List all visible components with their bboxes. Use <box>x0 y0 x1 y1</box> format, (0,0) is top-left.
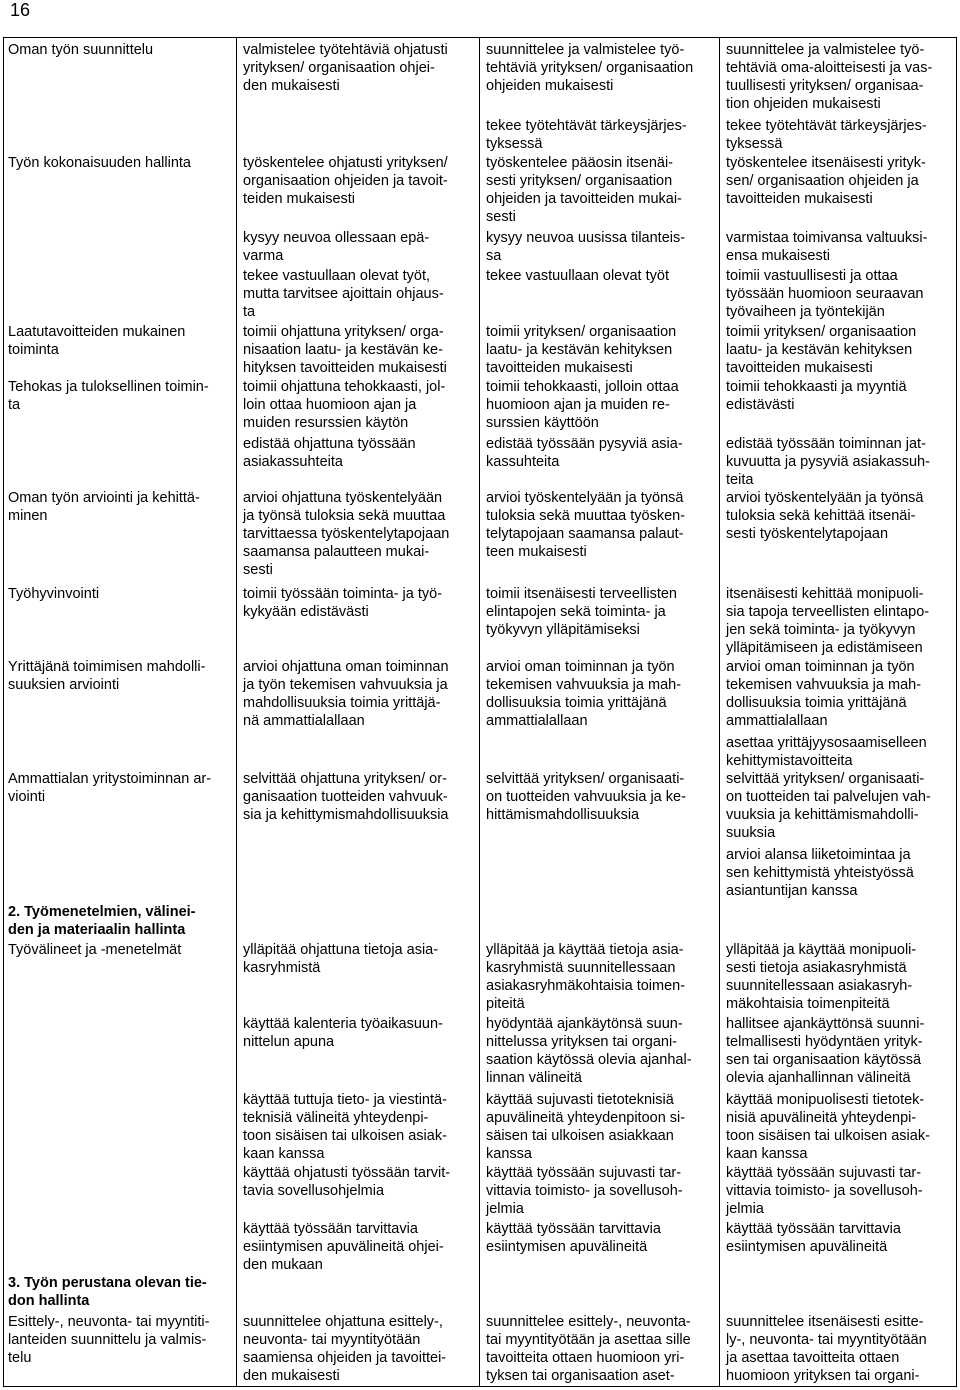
criteria-text: työskentelee itsenäisesti yrityk- sen/ organisaation ohjeiden ja tavoitteiden mukaisesti <box>726 155 926 207</box>
criteria-text: toimii yrityksen/ organisaation laatu- ja kestävän kehityksen tavoitteiden mukaisesti <box>486 324 677 376</box>
criteria-text: hyödyntää ajankäytönsä suun- nittelussa yrityksen tai organi- saation käytössä olevia ajanhal- linnan välineitä <box>486 1016 692 1086</box>
criteria-text: kysyy neuvoa uusissa tilanteis- sa <box>486 230 686 264</box>
criteria-text: edistää työssään pysyviä asia- kassuhteita <box>486 436 683 470</box>
criteria-text: käyttää työssään tarvittavia esiintymisen apuvälineitä ohjei- den mukaan <box>243 1221 444 1273</box>
section-heading: 2. Työmenetelmien, välinei- den ja materiaalin hallinta <box>8 904 196 938</box>
criteria-text: arvioi oman toiminnan ja työn tekemisen vahvuuksia ja mah- dollisuuksia toimia yrittäjänä ammattialallaan <box>486 659 682 729</box>
criteria-text: toimii itsenäisesti terveellisten elintapojen sekä toiminta- ja työkyvyn ylläpitämiseksi <box>486 586 677 638</box>
criteria-text: käyttää sujuvasti tietoteknisiä apuvälineitä yhteydenpitoon si- säisen tai ulkoisen asiakkaan kanssa <box>486 1092 686 1162</box>
criteria-text: arvioi alansa liiketoimintaa ja sen kehittymistä yhteistyössä asiantuntijan kanssa <box>726 847 914 899</box>
criteria-text: suunnittelee ja valmistelee työ- tehtäviä oma-aloitteisesti ja vas- tuullisesti yrityksen/ organisaa- tion ohjeiden mukaisesti <box>726 42 933 112</box>
criteria-text: asettaa yrittäjyysosaamiselleen kehittymistavoitteita <box>726 735 927 769</box>
criteria-text: käyttää kalenteria työaikasuun- nittelun apuna <box>243 1016 443 1050</box>
criteria-text: itsenäisesti kehittää monipuoli- sia tapoja terveellisten elintapo- jen sekä toiminta- ja työkyvyn ylläpitämiseen ja edistämiseen <box>726 586 930 656</box>
criteria-text: suunnittelee ohjattuna esittely-, neuvonta- tai myyntityötään saamiensa ohjeiden ja tavoittei- den mukaisesti <box>243 1314 447 1384</box>
criteria-text: arvioi ohjattuna oman toiminnan ja työn tekemisen vahvuuksia ja mahdollisuuksia toimia yrittäjä- nä ammattialallaan <box>243 659 449 729</box>
criteria-text: toimii tehokkaasti ja myyntiä edistävästi <box>726 379 907 413</box>
criteria-text: suunnittelee ja valmistelee työ- tehtäviä yrityksen/ organisaation ohjeiden mukaisesti <box>486 42 694 94</box>
column-divider <box>479 38 480 1386</box>
criteria-text: käyttää työssään tarvittavia esiintymisen apuvälineitä <box>726 1221 901 1255</box>
section-heading: Työvälineet ja -menetelmät <box>8 942 182 958</box>
criteria-text: hallitsee ajankäyttönsä suunni- telmallisesti hyödyntäen yrityk- sen tai organisaation käytössä olevia ajanhallinnan välineitä <box>726 1016 925 1086</box>
criteria-text: työskentelee pääosin itsenäi- sesti yrityksen/ organisaation ohjeiden ja tavoitteiden mukai- sesti <box>486 155 682 225</box>
criteria-text: tekee vastuullaan olevat työt, mutta tarvitsee ajoittain ohjaus- ta <box>243 268 444 320</box>
criteria-text: selvittää ohjattuna yrityksen/ or- ganisaation tuotteiden vahvuuk- sia ja kehittymismahdollisuuksia <box>243 771 449 823</box>
criteria-text: toimii tehokkaasti, jolloin ottaa huomioon ajan ja muiden re- surssien käyttöön <box>486 379 679 431</box>
criteria-text: toimii ohjattuna yrityksen/ orga- nisaation laatu- ja kestävän ke- hityksen tavoitteiden mukaisesti <box>243 324 447 376</box>
criteria-text: selvittää yrityksen/ organisaati- on tuotteiden tai palvelujen vah- vuuksia ja kehittämismahdolli- suuksia <box>726 771 931 841</box>
criteria-text: valmistelee työtehtäviä ohjatusti yrityksen/ organisaation ohjei- den mukaisesti <box>243 42 448 94</box>
criteria-text: arvioi työskentelyään ja työnsä tuloksia sekä muuttaa työsken- telytapojaan saamansa palaut- teen mukaisesti <box>486 490 686 560</box>
criteria-text: arvioi työskentelyään ja työnsä tuloksia sekä kehittää itsenäi- sesti työskentelytapojaan <box>726 490 924 542</box>
criteria-text: käyttää työssään sujuvasti tar- vittavia toimisto- ja sovellusoh- jelmia <box>486 1165 683 1217</box>
criteria-text: edistää työssään toiminnan jat- kuvuutta ja pysyviä asiakassuh- teita <box>726 436 930 488</box>
section-heading: Tehokas ja tuloksellinen toimin- ta <box>8 379 209 413</box>
criteria-text: toimii ohjattuna tehokkaasti, jol- loin ottaa huomioon ajan ja muiden resurssien käytön <box>243 379 446 431</box>
column-divider <box>719 38 720 1386</box>
section-heading: Ammattialan yritystoiminnan ar- viointi <box>8 771 212 805</box>
criteria-text: käyttää tuttuja tieto- ja viestintä- teknisiä välineitä yhteydenpi- toon sisäisen tai ulkoisen asiak- kaan kanssa <box>243 1092 447 1162</box>
section-heading: Esittely-, neuvonta- tai myyntiti- lanteiden suunnittelu ja valmis- telu <box>8 1314 210 1366</box>
criteria-text: ylläpitää ja käyttää monipuoli- sesti tietoja asiakasryhmistä suunnitellessaan asiakasryh- mäkohtaisia toimenpiteitä <box>726 942 917 1012</box>
criteria-text: suunnittelee esittely-, neuvonta- tai myyntityötään ja asettaa sille tavoitteita ottaen huomioon yri- tyksen tai organisaation aset- <box>486 1314 691 1384</box>
section-heading: Oman työn suunnittelu <box>8 42 154 58</box>
criteria-text: varmistaa toimivansa valtuuksi- ensa mukaisesti <box>726 230 928 264</box>
criteria-text: toimii vastuullisesti ja ottaa työssään huomioon seuraavan työvaiheen ja työntekijän <box>726 268 924 320</box>
criteria-text: selvittää yrityksen/ organisaati- on tuotteiden vahvuuksia ja ke- hittämismahdollisuuksia <box>486 771 686 823</box>
criteria-text: arvioi ohjattuna työskentelyään ja työnsä tuloksia sekä muuttaa tarvittaessa työskentelytapojaan saamansa palautteen mukai- sesti <box>243 490 450 578</box>
criteria-text: tekee työtehtävät tärkeysjärjes- tyksessä <box>726 118 927 152</box>
criteria-text: käyttää työssään sujuvasti tar- vittavia toimisto- ja sovellusoh- jelmia <box>726 1165 923 1217</box>
criteria-text: toimii yrityksen/ organisaation laatu- ja kestävän kehityksen tavoitteiden mukaisesti <box>726 324 917 376</box>
section-heading: Työn kokonaisuuden hallinta <box>8 155 191 171</box>
column-divider <box>236 38 237 1386</box>
criteria-text: kysyy neuvoa ollessaan epä- varma <box>243 230 430 264</box>
section-heading: Työhyvinvointi <box>8 586 100 602</box>
section-heading: Yrittäjänä toimimisen mahdolli- suuksien arviointi <box>8 659 206 693</box>
section-heading: Laatutavoitteiden mukainen toiminta <box>8 324 186 358</box>
criteria-text: käyttää monipuolisesti tietotek- nisiä apuvälineitä yhteydenpi- toon sisäisen tai ulkoisen asiak- kaan kanssa <box>726 1092 930 1162</box>
section-heading: Oman työn arviointi ja kehittä- minen <box>8 490 200 524</box>
page-number: 16 <box>10 0 31 20</box>
section-heading: 3. Työn perustana olevan tie- don hallinta <box>8 1275 207 1309</box>
criteria-text: arvioi oman toiminnan ja työn tekemisen vahvuuksia ja mah- dollisuuksia toimia yrittäjänä ammattialallaan <box>726 659 922 729</box>
criteria-text: tekee työtehtävät tärkeysjärjes- tyksessä <box>486 118 687 152</box>
criteria-text: ylläpitää ohjattuna tietoja asia- kasryhmistä <box>243 942 439 976</box>
criteria-text: käyttää ohjatusti työssään tarvit- tavia sovellusohjelmia <box>243 1165 451 1199</box>
criteria-text: ylläpitää ja käyttää tietoja asia- kasryhmistä suunnitellessaan asiakasryhmäkohtaisia toimen- piteitä <box>486 942 686 1012</box>
criteria-text: edistää ohjattuna työssään asiakassuhteita <box>243 436 416 470</box>
criteria-text: tekee vastuullaan olevat työt <box>486 268 669 284</box>
criteria-text: suunnittelee itsenäisesti esitte- ly-, neuvonta- tai myyntityötään ja asettaa tavoitteita ottaen huomioon yrityksen tai organi- <box>726 1314 927 1384</box>
criteria-text: toimii työssään toiminta- ja työ- kykyään edistävästi <box>243 586 443 620</box>
criteria-text: käyttää työssään tarvittavia esiintymisen apuvälineitä <box>486 1221 661 1255</box>
criteria-text: työskentelee ohjatusti yrityksen/ organisaation ohjeiden ja tavoit- teiden mukaisesti <box>243 155 448 207</box>
